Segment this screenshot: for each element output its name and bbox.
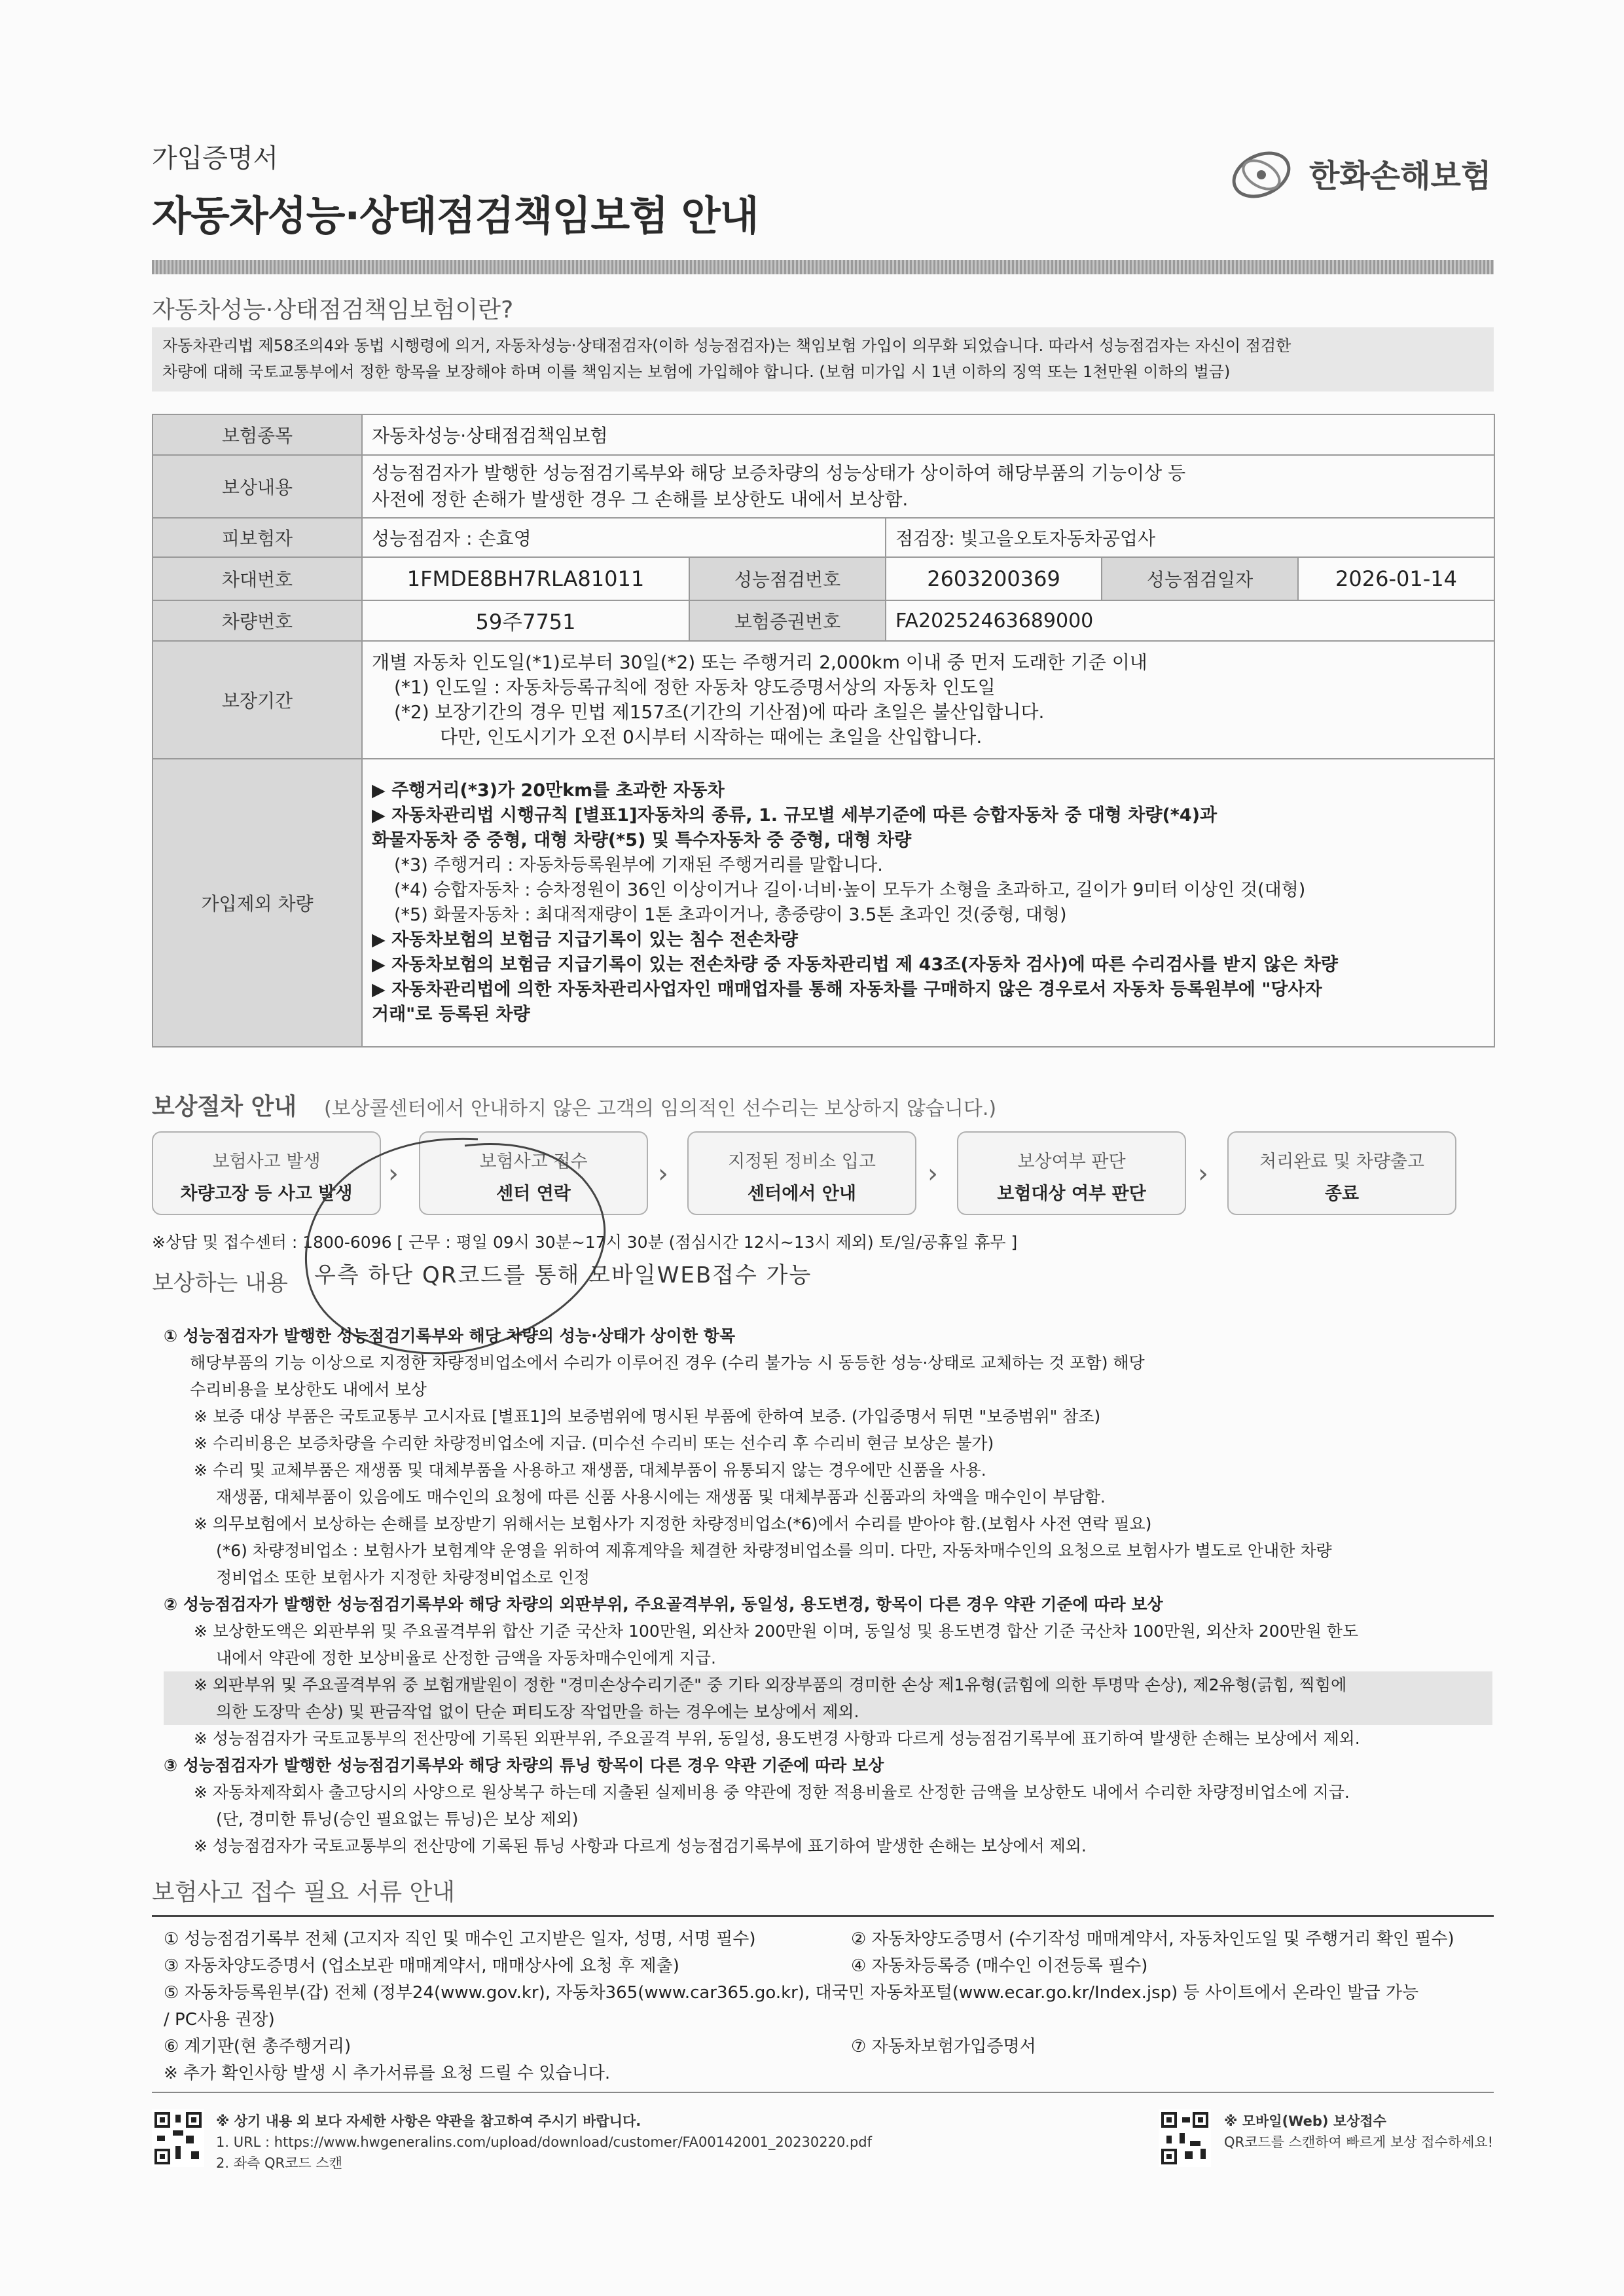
intro-line-1: 자동차관리법 제58조의4와 동법 시행령에 의거, 자동차성능·상태점검자(이하 성능점검자)는 책임보험 가입이 의무화 되었습니다. 따라서 성능점검자는 자신이 점검한: [162, 337, 1291, 355]
exclusion-item: 거래"로 등록된 차량: [372, 1004, 530, 1025]
coverage-line: ※ 의무보험에서 보상하는 손해를 보장받기 위해서는 보험사가 지정한 차량정비업소(*6)에서 수리를 받아야 함.(보험사 사전 연락 필요): [194, 1514, 1152, 1533]
process-step: [1227, 1131, 1456, 1215]
footer-line: ※ 모바일(Web) 보상접수: [1224, 2113, 1386, 2129]
coverage-line: (단, 경미한 튜닝(승인 필요없는 튜닝)은 보상 제외): [216, 1810, 579, 1829]
coverage-label: 보상내용: [153, 455, 362, 518]
step-title: 보상여부 판단: [1017, 1152, 1126, 1172]
step-sub: 차량고장 등 사고 발생: [180, 1184, 353, 1204]
mobile-claim-info: [1224, 2111, 1493, 2153]
coverage-line: ※ 보상한도액은 외판부위 및 주요골격부위 합산 기준 국산차 100만원, 외산차 200만원 이며, 동일성 및 용도변경 합산 기준 국산차 100만원, 외산차 200만원 한도: [194, 1622, 1359, 1641]
process-step: [687, 1131, 916, 1215]
step-title: 보험사고 발생: [212, 1152, 321, 1172]
coverage-line: ※ 보증 대상 부품은 국토교통부 고시자료 [별표1]의 보증범위에 명시된 부품에 한하여 보증. (가입증명서 뒤면 "보증범위" 참조): [194, 1407, 1101, 1426]
contact-info: ※상담 및 접수센터 : 1800-6096 [ 근무 : 평일 09시 30분~17시 30분 (점심시간 12시~13시 제외) 토/일/공휴일 휴무 ]: [152, 1233, 1018, 1252]
intro-heading: 자동차성능·상태점검책임보험이란?: [152, 297, 514, 323]
chevron-right-icon: ›: [388, 1159, 399, 1189]
doc-type: 가입증명서: [152, 143, 279, 173]
exclusion-note: (*3) 주행거리 : 자동차등록원부에 기재된 주행거리를 말합니다.: [394, 855, 883, 875]
qr-code-icon[interactable]: [1159, 2109, 1211, 2167]
documents-list: [164, 1926, 1492, 2087]
coverage-line: ③ 성능점검자가 발행한 성능점검기록부와 해당 차량의 튜닝 항목이 다른 경우 약관 기준에 따라 보상: [164, 1756, 884, 1775]
page-title: 자동차성능·상태점검책임보험 안내: [152, 192, 759, 240]
plate-value: 59주7751: [362, 600, 689, 641]
coverage-title: 보상하는 내용: [152, 1270, 288, 1296]
chevron-right-icon: ›: [928, 1159, 938, 1189]
coverage-line: ※ 수리비용은 보증차량을 수리한 차량정비업소에 지급. (미수선 수리비 또는 선수리 후 수리비 현금 보상은 불가): [194, 1434, 994, 1453]
cert-no-value: FA20252463689000: [886, 600, 1494, 641]
exclusion-value: [362, 759, 1494, 1047]
process-note: (보상콜센터에서 안내하지 않은 고객의 임의적인 선수리는 보상하지 않습니다.): [324, 1097, 997, 1120]
process-title: 보상절차 안내: [152, 1093, 297, 1120]
chevron-right-icon: ›: [1198, 1159, 1208, 1189]
coverage-line: ※ 성능점검자가 국토교통부의 전산망에 기록된 튜닝 사항과 다르게 성능점검기록부에 표기하여 발생한 손해는 보상에서 제외.: [194, 1836, 1087, 1855]
document-item: ⑤ 자동차등록원부(갑) 전체 (정부24(www.gov.kr), 자동차365(www.car365.go.kr), 대국민 자동차포털(www.ecar.go.kr/Index.jsp) 등 사이트에서 온라인 발급 가능: [164, 1983, 1419, 2003]
header-divider: [152, 260, 1494, 274]
exclusion-label: 가입제외 차량: [153, 759, 362, 1047]
exclusion-item: ▶ 자동차관리법 시행규칙 [별표1]자동차의 종류, 1. 규모별 세부기준에 따른 승합자동차 중 대형 차량(*4)과: [372, 805, 1218, 826]
cert-no-label: 보험증권번호: [689, 600, 886, 641]
exclusion-note: (*5) 화물자동차 : 최대적재량이 1톤 초과이거나, 총중량이 3.5톤 초과인 것(중형, 대형): [394, 905, 1067, 925]
insured-value: 성능점검자 : 손효영: [362, 518, 886, 557]
vin-value: 1FMDE8BH7RLA81011: [362, 557, 689, 600]
exclusion-item: ▶ 자동차보험의 보험금 지급기록이 있는 침수 전손차량: [372, 930, 798, 950]
chevron-right-icon: ›: [658, 1159, 668, 1189]
step-title: 보험사고 접수: [479, 1152, 588, 1172]
period-value: [362, 641, 1494, 759]
coverage-line: (*6) 차량정비업소 : 보험사가 보험계약 운영을 위하여 제휴계약을 체결한 차량정비업소를 의미. 다만, 자동차매수인의 요청으로 보험사가 별도로 안내한 차량: [216, 1541, 1332, 1560]
check-date-label: 성능점검일자: [1102, 557, 1298, 600]
coverage-line: 정비업소 또한 보험사가 지정한 차량정비업소로 인정: [216, 1568, 590, 1587]
coverage-line: ※ 성능점검자가 국토교통부의 전산망에 기록된 외판부위, 주요골격 부위, 동일성, 용도변경 사항과 다르게 성능점검기록부에 표기하여 발생한 손해는 보상에서 제외.: [194, 1729, 1360, 1748]
step-sub: 종료: [1324, 1184, 1360, 1204]
period-line-1: 개별 자동차 인도일(*1)로부터 30일(*2) 또는 주행거리 2,000km 이내 중 먼저 도래한 기준 이내: [372, 651, 1147, 673]
period-line-3: (*2) 보장기간의 경우 민법 제157조(기간의 기산점)에 따라 초일은 불산입합니다.: [394, 701, 1045, 723]
footer-notes: [216, 2111, 872, 2174]
insured-label: 피보험자: [153, 518, 362, 557]
footer-line: ※ 상기 내용 외 보다 자세한 사항은 약관을 참고하여 주시기 바랍니다.: [216, 2113, 641, 2129]
footer-divider: [152, 2092, 1494, 2093]
shop-value: 점검장: 빛고을오토자동차공업사: [886, 518, 1494, 557]
coverage-line: ① 성능점검자가 발행한 성능점검기록부와 해당 차량의 성능·상태가 상이한 항목: [164, 1326, 736, 1345]
document-item: ④ 자동차등록증 (매수인 이전등록 필수): [851, 1956, 1148, 1976]
document-item: ⑥ 계기판(현 총주행거리): [164, 2037, 352, 2056]
coverage-line: ② 성능점검자가 발행한 성능점검기록부와 해당 차량의 외판부위, 주요골격부위, 동일성, 용도변경, 항목이 다른 경우 약관 기준에 따라 보상: [164, 1595, 1163, 1614]
check-no-label: 성능점검번호: [689, 557, 886, 600]
coverage-line: 내에서 약관에 정한 보상비율로 산정한 금액을 자동차매수인에게 지급.: [216, 1649, 716, 1667]
footer-line: 2. 좌측 QR코드 스캔: [216, 2155, 342, 2171]
step-sub: 센터 연락: [496, 1184, 571, 1204]
process-step: [957, 1131, 1186, 1215]
exclusion-item: ▶ 자동차관리법에 의한 자동차관리사업자인 매매업자를 통해 자동차를 구매하지 않은 경우로서 자동차 등록원부에 "당사자: [372, 979, 1322, 1000]
coverage-line: ※ 외판부위 및 주요골격부위 중 보험개발원이 정한 "경미손상수리기준" 중 기타 외장부품의 경미한 손상 제1유형(긁힘에 의한 투명막 손상), 제2유형(긁힘, 찍힘에: [164, 1671, 1492, 1698]
check-date-value: 2026-01-14: [1298, 557, 1494, 600]
step-sub: 보험대상 여부 판단: [997, 1184, 1146, 1204]
company-name: 한화손해보험: [1309, 158, 1492, 194]
coverage-list: [164, 1322, 1492, 1859]
exclusion-note: (*4) 승합자동차 : 승차정원이 36인 이상이거나 길이·너비·높이 모두가 소형을 초과하고, 길이가 9미터 이상인 것(대형): [394, 880, 1306, 900]
document-item: ③ 자동차양도증명서 (업소보관 매매계약서, 매매상사에 요청 후 제출): [164, 1956, 679, 1976]
intro-box: [152, 327, 1494, 392]
coverage-line-2: 사전에 정한 손해가 발생한 경우 그 손해를 보상한도 내에서 보상함.: [372, 488, 909, 510]
coverage-line: 해당부품의 기능 이상으로 지정한 차량정비업소에서 수리가 이루어진 경우 (수리 불가능 시 동등한 성능·상태로 교체하는 것 포함) 해당: [190, 1353, 1145, 1372]
exclusion-item: ▶ 주행거리(*3)가 20만km를 초과한 자동차: [372, 780, 725, 801]
exclusion-item: 화물자동차 중 중형, 대형 차량(*5) 및 특수자동차 중 중형, 대형 차량: [372, 830, 912, 850]
footer-url[interactable]: 1. URL : https://www.hwgeneralins.com/upload/download/customer/FA00142001_20230220.pdf: [216, 2134, 873, 2150]
coverage-line: 수리비용을 보상한도 내에서 보상: [190, 1380, 427, 1399]
intro-line-2: 차량에 대해 국토교통부에서 정한 항목을 보장해야 하며 이를 책임지는 보험에 가입해야 합니다. (보험 미가입 시 1년 이하의 징역 또는 1천만원 이하의 벌금): [162, 363, 1231, 381]
step-title: 지정된 정비소 입고: [728, 1152, 876, 1172]
document-item: ① 성능점검기록부 전체 (고지자 직인 및 매수인 고지받은 일자, 성명, 서명 필수): [164, 1929, 756, 1949]
qr-code-icon[interactable]: [152, 2109, 204, 2167]
coverage-line: ※ 자동차제작회사 출고당시의 사양으로 원상복구 하는데 지출된 실제비용 중 약관에 정한 적용비율로 산정한 금액을 보상한도 내에서 수리한 차량정비업소에 지급.: [194, 1783, 1350, 1802]
documents-title: 보험사고 접수 필요 서류 안내: [152, 1879, 456, 1906]
product-label: 보험종목: [153, 414, 362, 455]
document-item: / PC사용 권장): [164, 2010, 275, 2030]
handwritten-note: 우측 하단 QR코드를 통해 모바일WEB접수 가능: [314, 1262, 812, 1288]
step-sub: 센터에서 안내: [748, 1184, 856, 1204]
coverage-line-1: 성능점검자가 발행한 성능점검기록부와 해당 보증차량의 성능상태가 상이하여 해당부품의 기능이상 등: [372, 462, 1186, 484]
period-line-2: (*1) 인도일 : 자동차등록규칙에 정한 자동차 양도증명서상의 자동차 인도일: [394, 676, 996, 698]
insurance-info-table: [152, 414, 1495, 1048]
period-label: 보장기간: [153, 641, 362, 759]
document-item: ② 자동차양도증명서 (수기작성 매매계약서, 자동차인도일 및 주행거리 확인 필수): [851, 1929, 1454, 1949]
step-title: 처리완료 및 차량출고: [1259, 1152, 1424, 1172]
footer-line: QR코드를 스캔하여 빠르게 보상 접수하세요!: [1224, 2134, 1494, 2150]
document-item: ⑦ 자동차보험가입증명서: [851, 2037, 1036, 2056]
document-note: ※ 추가 확인사항 발생 시 추가서류를 요청 드릴 수 있습니다.: [164, 2064, 611, 2083]
check-no-value: 2603200369: [886, 557, 1102, 600]
coverage-line: 의한 도장막 손상) 및 판금작업 없이 단순 퍼티도장 작업만을 하는 경우에는 보상에서 제외.: [164, 1698, 1492, 1725]
plate-label: 차량번호: [153, 600, 362, 641]
exclusion-item: ▶ 자동차보험의 보험금 지급기록이 있는 전손차량 중 자동차관리법 제 43조(자동차 검사)에 따른 수리검사를 받지 않은 차량: [372, 955, 1338, 975]
coverage-line: ※ 수리 및 교체부품은 재생품 및 대체부품을 사용하고 재생품, 대체부품이 유통되지 않는 경우에만 신품을 사용.: [194, 1461, 986, 1480]
vin-label: 차대번호: [153, 557, 362, 600]
product-value: 자동차성능·상태점검책임보험: [362, 414, 1494, 455]
documents-divider: [152, 1915, 1494, 1917]
period-line-4: 다만, 인도시기가 오전 0시부터 시작하는 때에는 초일을 산입합니다.: [440, 726, 983, 748]
coverage-value: [362, 455, 1494, 518]
coverage-line: 재생품, 대체부품이 있음에도 매수인의 요청에 따른 신품 사용시에는 재생품 및 대체부품과 신품과의 차액을 매수인이 부담함.: [216, 1487, 1106, 1506]
